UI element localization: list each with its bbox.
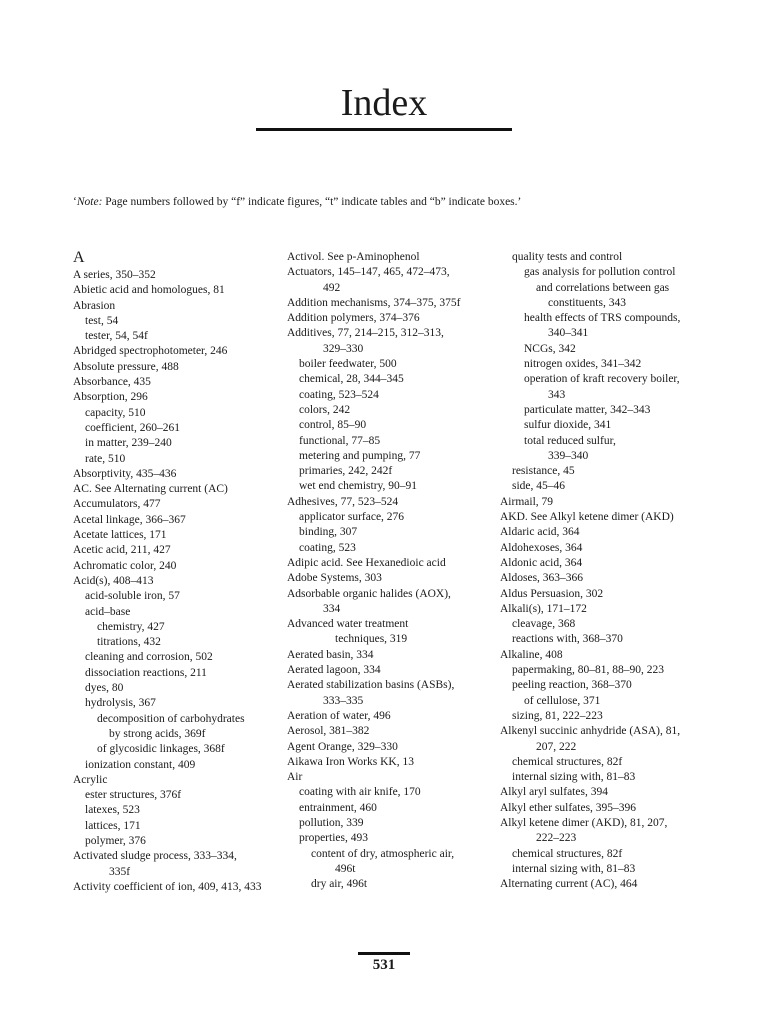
index-entry: Air (287, 771, 303, 784)
index-entry: Acetal linkage, 366–367 (73, 513, 186, 526)
index-entry: AC. See Alternating current (AC) (73, 483, 228, 496)
index-entry: Airmail, 79 (500, 495, 554, 508)
index-entry: test, 54 (85, 314, 119, 327)
index-entry: and correlations between gas (536, 281, 670, 294)
index-column-3 (500, 250, 710, 892)
column-2-entries (287, 250, 487, 892)
index-entry: Aeration of water, 496 (287, 709, 391, 722)
index-entry: constituents, 343 (548, 296, 626, 309)
index-entry: functional, 77–85 (299, 434, 381, 447)
index-entry: nitrogen oxides, 341–342 (524, 358, 642, 371)
index-entry: 496t (335, 862, 356, 875)
page-number-rule (358, 952, 410, 955)
note-text: Page numbers followed by “f” indicate figures, “t” indicate tables and “b” indicate boxes.’ (102, 196, 522, 208)
index-entry: 329–330 (323, 342, 364, 355)
index-entry: Aldaric acid, 364 (500, 526, 580, 539)
column-1-entries (73, 268, 273, 895)
index-entry: colors, 242 (299, 403, 351, 416)
index-entry: Additives, 77, 214–215, 312–313, (287, 327, 444, 340)
column-3-entries (500, 250, 710, 892)
index-entry: Abridged spectrophotometer, 246 (73, 345, 228, 358)
index-entry: 343 (548, 388, 566, 401)
page-title: Index (340, 82, 428, 124)
index-entry: Absorbance, 435 (73, 376, 151, 389)
index-entry: hydrolysis, 367 (85, 697, 156, 710)
index-entry: techniques, 319 (335, 633, 408, 646)
index-entry: Absolute pressure, 488 (73, 360, 179, 373)
index-entry: by strong acids, 369f (109, 727, 206, 740)
index-entry: coating, 523–524 (299, 388, 379, 401)
index-entry: 334 (323, 602, 341, 615)
index-entry: lattices, 171 (85, 819, 141, 832)
index-entry: Advanced water treatment (287, 618, 409, 631)
index-note (73, 194, 713, 210)
index-entry: Abrasion (73, 299, 116, 312)
index-entry: polymer, 376 (85, 834, 146, 847)
index-entry: Aikawa Iron Works KK, 13 (287, 755, 414, 768)
index-entry: Alkyl ether sulfates, 395–396 (500, 801, 637, 814)
index-entry: decomposition of carbohydrates (97, 712, 245, 725)
index-entry: Aerated lagoon, 334 (287, 664, 381, 677)
index-entry: operation of kraft recovery boiler, (524, 373, 680, 386)
index-entry: gas analysis for pollution control (524, 266, 676, 279)
index-entry: Activity coefficient of ion, 409, 413, 433 (73, 880, 262, 893)
index-entry: latexes, 523 (85, 804, 140, 817)
index-entry: total reduced sulfur, (524, 434, 616, 447)
index-entry: entrainment, 460 (299, 801, 377, 814)
index-entry: Acrylic (73, 773, 108, 786)
index-entry: metering and pumping, 77 (299, 449, 421, 462)
index-entry: Alkyl ketene dimer (AKD), 81, 207, (500, 816, 668, 829)
index-entry: in matter, 239–240 (85, 437, 172, 450)
index-entry: Aerated stabilization basins (ASBs), (287, 679, 455, 692)
title-divider (256, 128, 512, 131)
index-entry: dissociation reactions, 211 (85, 666, 207, 679)
index-entry: coefficient, 260–261 (85, 421, 180, 434)
index-entry: Alkyl aryl sulfates, 394 (500, 786, 608, 799)
index-entry: dyes, 80 (85, 682, 124, 695)
index-entry: chemical, 28, 344–345 (299, 373, 404, 386)
index-entry: Aldoses, 363–366 (500, 572, 584, 585)
index-entry: acid-soluble iron, 57 (85, 590, 180, 603)
index-entry: content of dry, atmospheric air, (311, 847, 455, 860)
index-entry: resistance, 45 (512, 465, 575, 478)
index-entry: side, 45–46 (512, 480, 566, 493)
index-entry: Accumulators, 477 (73, 498, 161, 511)
index-entry: Addition polymers, 374–376 (287, 312, 420, 325)
index-column-1 (73, 250, 273, 895)
note-open-quote: ‘ (73, 196, 77, 208)
index-entry: Acetic acid, 211, 427 (73, 544, 171, 557)
index-entry: applicator surface, 276 (299, 511, 405, 524)
index-entry: Alternating current (AC), 464 (500, 878, 638, 891)
index-entry: ionization constant, 409 (85, 758, 196, 771)
index-entry: Aldonic acid, 364 (500, 556, 583, 569)
index-entry: 333–335 (323, 694, 364, 707)
index-entry: of cellulose, 371 (524, 694, 601, 707)
index-entry: boiler feedwater, 500 (299, 358, 397, 371)
index-entry: Absorptivity, 435–436 (73, 467, 177, 480)
index-entry: Activol. See p-Aminophenol (287, 251, 420, 263)
index-entry: 492 (323, 281, 341, 294)
index-entry: chemistry, 427 (97, 620, 165, 633)
index-entry: internal sizing with, 81–83 (512, 862, 636, 875)
index-entry: Aerosol, 381–382 (287, 725, 370, 738)
index-entry: 340–341 (548, 327, 589, 340)
index-entry: Actuators, 145–147, 465, 472–473, (287, 266, 450, 279)
index-entry: coating with air knife, 170 (299, 786, 421, 799)
index-entry: acid–base (85, 605, 131, 618)
index-entry: reactions with, 368–370 (512, 633, 623, 646)
note-label: Note: (76, 196, 103, 208)
index-entry: Adsorbable organic halides (AOX), (287, 587, 451, 600)
index-entry: control, 85–90 (299, 419, 367, 432)
index-entry: sizing, 81, 222–223 (512, 709, 603, 722)
index-entry: of glycosidic linkages, 368f (97, 743, 225, 756)
index-entry: AKD. See Alkyl ketene dimer (AKD) (500, 511, 674, 524)
index-entry: Alkenyl succinic anhydride (ASA), 81, (500, 725, 681, 738)
index-entry: ester structures, 376f (85, 789, 182, 802)
index-entry: chemical structures, 82f (512, 755, 623, 768)
index-entry: dry air, 496t (311, 878, 368, 891)
index-entry: properties, 493 (299, 832, 368, 845)
index-entry: 335f (109, 865, 131, 878)
index-entry: capacity, 510 (85, 406, 146, 419)
index-entry: Acid(s), 408–413 (73, 574, 154, 587)
index-entry: Alkali(s), 171–172 (500, 602, 587, 615)
index-entry: Addition mechanisms, 374–375, 375f (287, 296, 461, 309)
index-column-2 (287, 250, 487, 892)
index-entry: internal sizing with, 81–83 (512, 771, 636, 784)
index-entry: quality tests and control (512, 251, 623, 263)
index-entry: Abietic acid and homologues, 81 (73, 284, 225, 297)
index-entry: Aerated basin, 334 (287, 648, 374, 661)
index-entry: Aldohexoses, 364 (500, 541, 583, 554)
index-entry: A series, 350–352 (73, 269, 156, 281)
index-entry: Agent Orange, 329–330 (287, 740, 398, 753)
index-entry: cleavage, 368 (512, 618, 576, 631)
index-entry: Absorption, 296 (73, 391, 148, 404)
page-number: 531 (372, 957, 396, 973)
index-entry: chemical structures, 82f (512, 847, 623, 860)
index-entry: papermaking, 80–81, 88–90, 223 (512, 664, 665, 677)
index-entry: Acetate lattices, 171 (73, 529, 167, 542)
index-entry: tester, 54, 54f (85, 330, 148, 343)
index-entry: Alkaline, 408 (500, 648, 563, 661)
index-entry: cleaning and corrosion, 502 (85, 651, 213, 664)
index-entry: Aldus Persuasion, 302 (500, 587, 604, 600)
index-entry: coating, 523 (299, 541, 356, 554)
index-entry: Achromatic color, 240 (73, 559, 177, 572)
index-entry: peeling reaction, 368–370 (512, 679, 632, 692)
index-entry: sulfur dioxide, 341 (524, 419, 612, 432)
index-entry: 222–223 (536, 832, 577, 845)
index-entry: Adobe Systems, 303 (287, 572, 382, 585)
section-letter: A (73, 249, 85, 266)
index-entry: Adhesives, 77, 523–524 (287, 495, 399, 508)
index-entry: pollution, 339 (299, 816, 364, 829)
index-entry: wet end chemistry, 90–91 (299, 480, 418, 493)
index-entry: titrations, 432 (97, 636, 161, 649)
index-entry: primaries, 242, 242f (299, 465, 393, 478)
index-entry: NCGs, 342 (524, 342, 576, 355)
index-entry: rate, 510 (85, 452, 126, 465)
index-entry: binding, 307 (299, 526, 358, 539)
index-entry: 339–340 (548, 449, 589, 462)
index-entry: particulate matter, 342–343 (524, 403, 651, 416)
index-entry: Activated sludge process, 333–334, (73, 850, 237, 863)
index-entry: 207, 222 (536, 740, 577, 753)
index-entry: Adipic acid. See Hexanedioic acid (287, 556, 446, 569)
index-entry: health effects of TRS compounds, (524, 312, 681, 325)
